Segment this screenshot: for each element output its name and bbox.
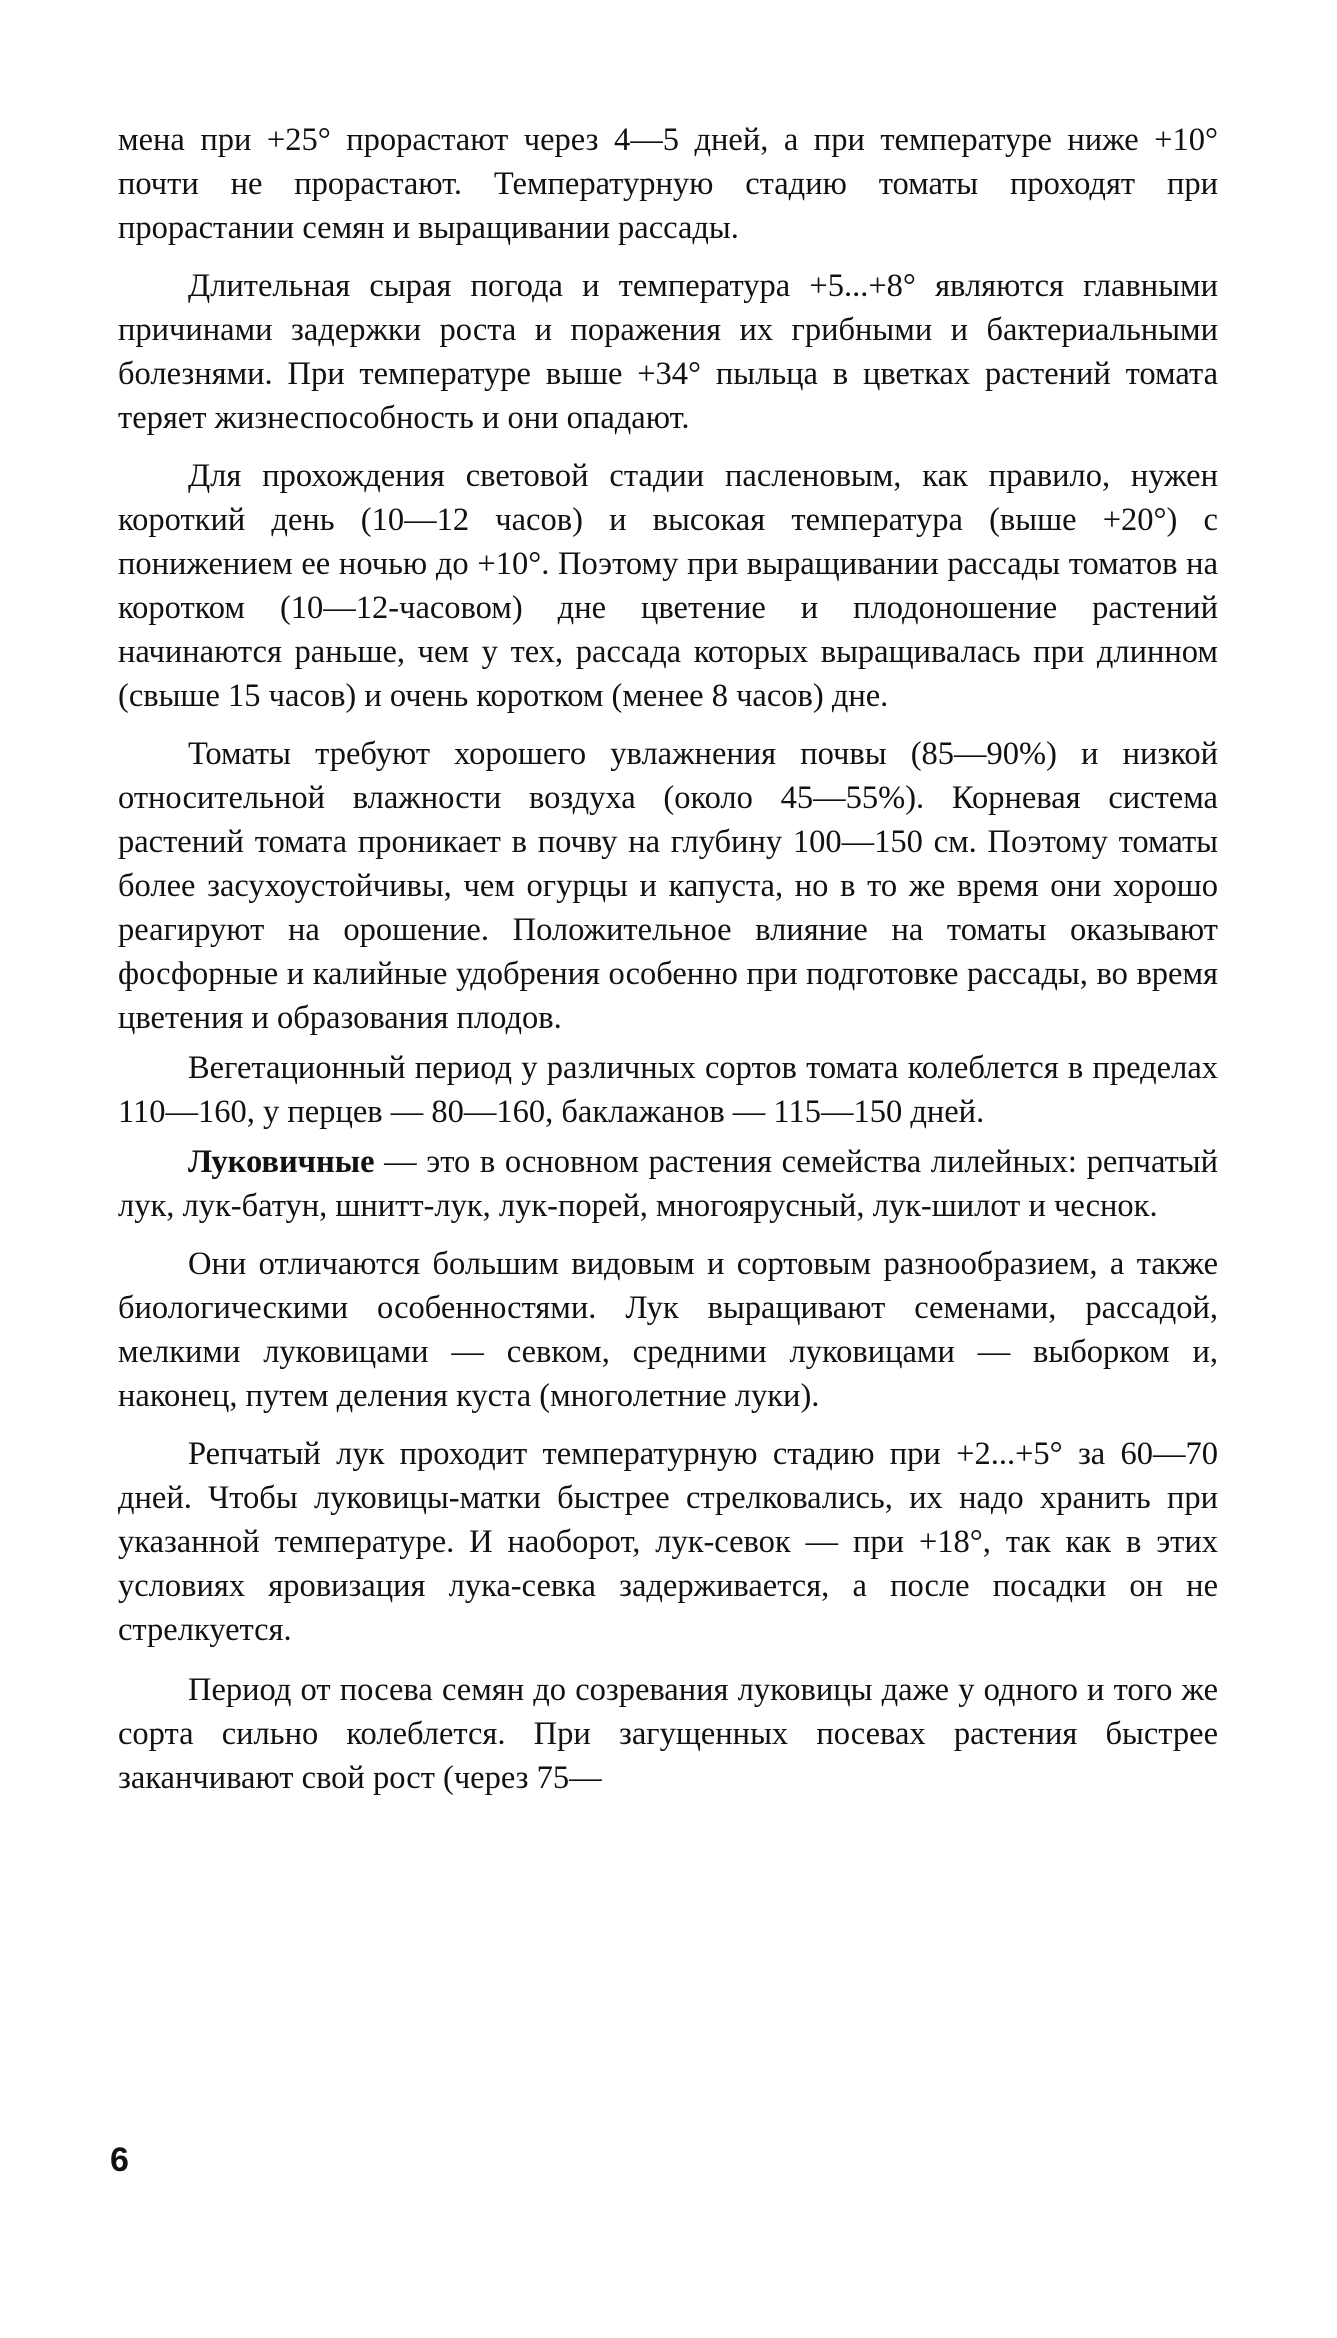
- paragraph-bulb-crops: [118, 1140, 1218, 1228]
- paragraph-bulb-crops-text: — это в основном растения семейства лилейных: репчатый лук, лук-батун, шнитт-лук, лук-порей, многоярусный, лук-шилот и чеснок.: [118, 1144, 1218, 1224]
- paragraph-onion-temperature: Репчатый лук проходит температурную стадию при +2...+5° за 60—70 дней. Чтобы луковицы-матки быстрее стрелковались, их надо хранить при указанной температуре. И наоборот, лук-севок — при +18°, так как в этих условиях яровизация лука-севка задерживается, а после посадки он не стрелкуется.: [118, 1436, 1218, 1648]
- paragraph-tomato-germination: мена при +25° прорастают через 4—5 дней, а при температуре ниже +10° почти не прорастают. Температурную стадию томаты проходят при прорастании семян и выращивании рассады.: [118, 122, 1218, 246]
- paragraph-onion-diversity: Они отличаются большим видовым и сортовым разнообразием, а также биологическими особенностями. Лук выращивают семенами, рассадой, мелкими луковицами — севком, средними луковицами — выборком и, наконец, путем деления куста (многолетние луки).: [118, 1246, 1218, 1414]
- paragraph-onion-ripening: Период от посева семян до созревания луковицы даже у одного и того же сорта сильно колеблется. При загущенных посевах растения быстрее заканчивают свой рост (через 75—: [118, 1672, 1218, 1796]
- page-number: 6: [110, 2141, 129, 2179]
- paragraph-light-stage: Для прохождения световой стадии пасленовым, как правило, нужен короткий день (10—12 часов) и высокая температура (выше +20°) с понижением ее ночью до +10°. Поэтому при выращивании рассады томатов на коротком (10—12-часовом) дне цветение и плодоношение растений начинаются раньше, чем у тех, рассада которых выращивалась при длинном (свыше 15 часов) и очень коротком (менее 8 часов) дне.: [118, 458, 1218, 714]
- paragraph-vegetation-period: Вегетационный период у различных сортов томата колеблется в пределах 110—160, у перцев — 80—160, баклажанов — 115—150 дней.: [118, 1050, 1218, 1130]
- page-body: [118, 118, 1218, 1814]
- term-bulb-crops: Луковичные: [188, 1144, 375, 1180]
- paragraph-weather-diseases: Длительная сырая погода и температура +5...+8° являются главными причинами задержки роста и поражения их грибными и бактериальными болезнями. При температуре выше +34° пыльца в цветках растений томата теряет жизнеспособность и они опадают.: [118, 268, 1218, 436]
- paragraph-moisture: Томаты требуют хорошего увлажнения почвы (85—90%) и низкой относительной влажности воздуха (около 45—55%). Корневая система растений томата проникает в почву на глубину 100—150 см. Поэтому томаты более засухоустойчивы, чем огурцы и капуста, но в то же время они хорошо реагируют на орошение. Положительное влияние на томаты оказывают фосфорные и калийные удобрения особенно при подготовке рассады, во время цветения и образования плодов.: [118, 736, 1218, 1036]
